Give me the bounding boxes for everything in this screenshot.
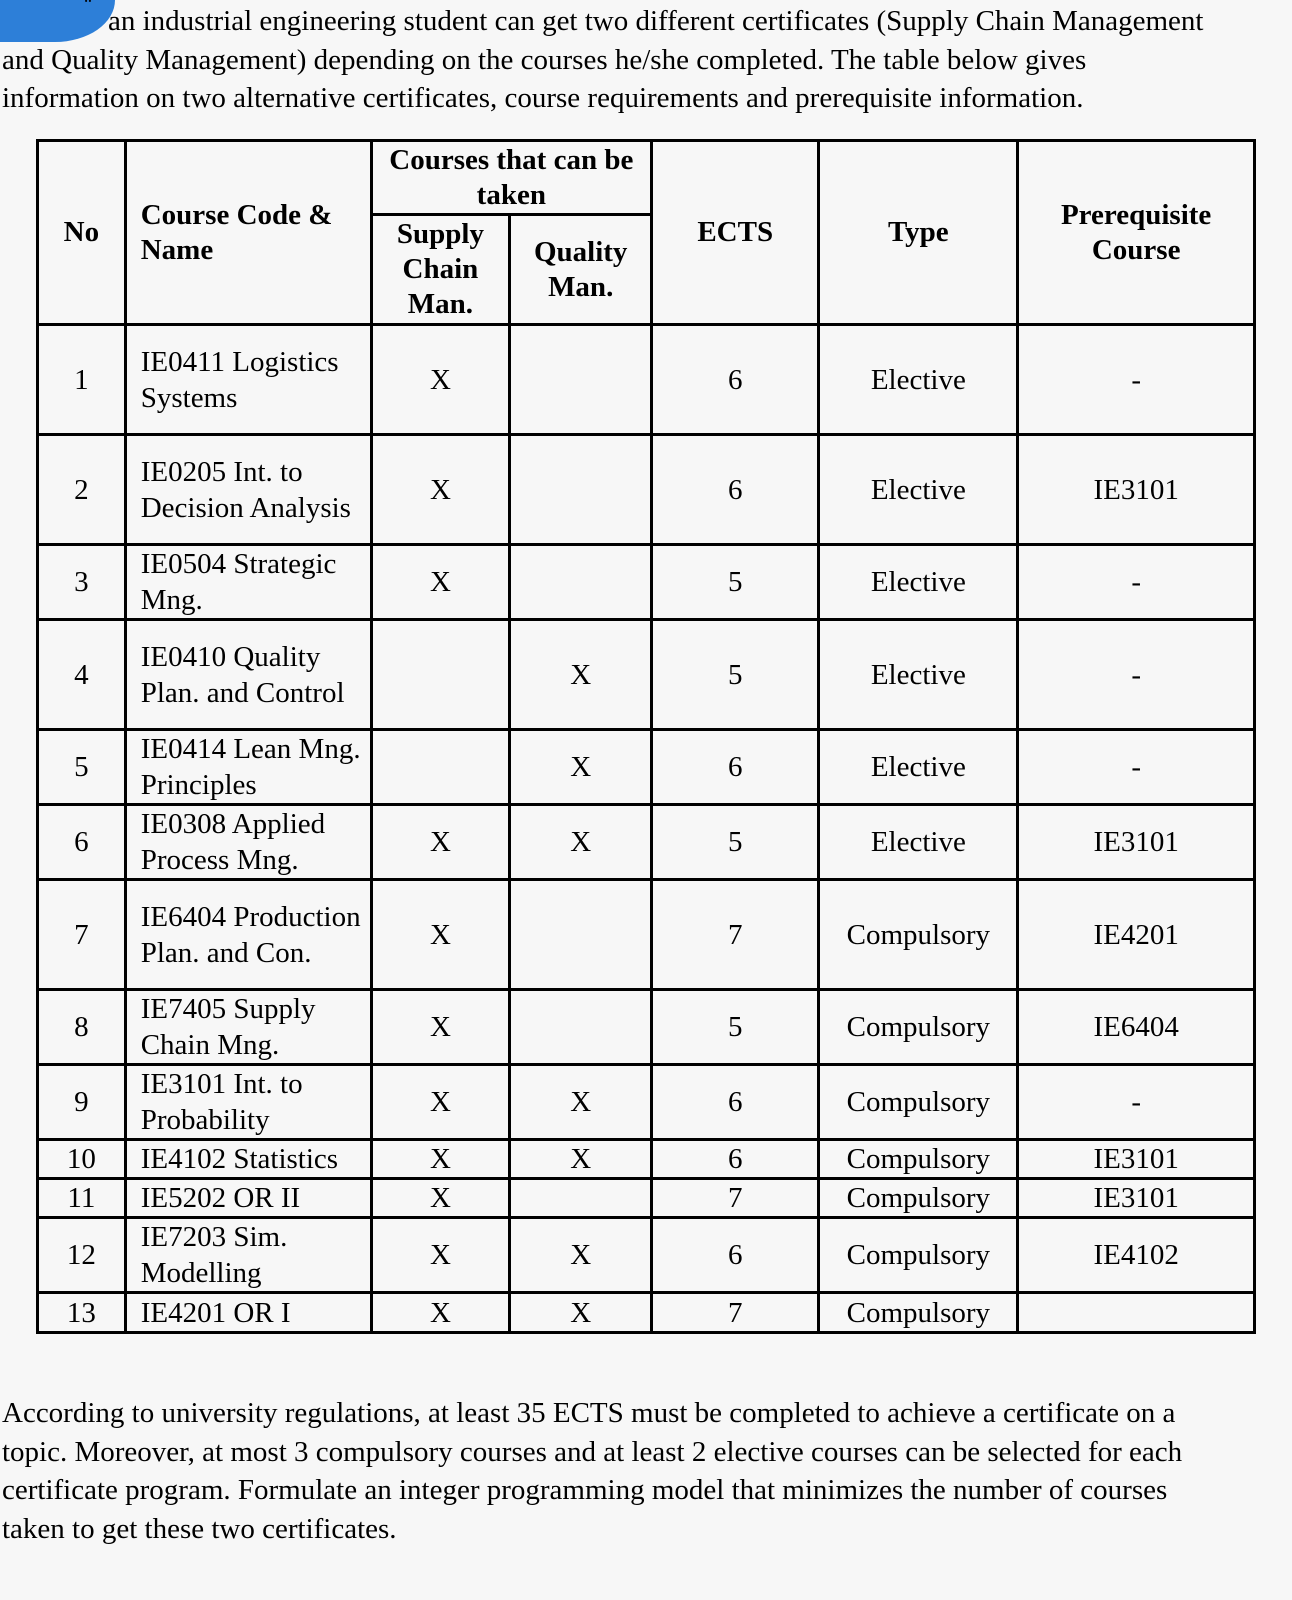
course-type: Elective xyxy=(819,730,1018,805)
ects-value: 6 xyxy=(652,1218,819,1293)
course-name: IE7203 Sim. Modelling xyxy=(125,1218,371,1293)
prereq-value: - xyxy=(1018,1065,1255,1140)
course-name: IE0410 Quality Plan. and Control xyxy=(125,620,371,730)
prereq-value: - xyxy=(1018,730,1255,805)
header-quality: Quality Man. xyxy=(510,215,652,325)
prereq-value: IE3101 xyxy=(1018,805,1255,880)
table-row xyxy=(38,1179,1255,1218)
prereq-value: - xyxy=(1018,325,1255,435)
row-no: 6 xyxy=(38,805,126,880)
course-name: IE4102 Statistics xyxy=(125,1140,371,1179)
prereq-value xyxy=(1018,1293,1255,1333)
table-row xyxy=(38,1293,1255,1333)
table-row xyxy=(38,1065,1255,1140)
supply-mark: X xyxy=(371,545,510,620)
course-type: Elective xyxy=(819,620,1018,730)
header-no: No xyxy=(38,141,126,325)
ects-value: 6 xyxy=(652,435,819,545)
header-ects: ECTS xyxy=(652,141,819,325)
course-table xyxy=(36,139,1256,1334)
row-no: 10 xyxy=(38,1140,126,1179)
intro-line: and Quality Management) depending on the courses he/she completed. The table below gives xyxy=(2,43,1087,76)
course-name: IE0205 Int. to Decision Analysis xyxy=(125,435,371,545)
quality-mark xyxy=(510,435,652,545)
row-no: 13 xyxy=(38,1293,126,1333)
ects-value: 5 xyxy=(652,545,819,620)
intro-line: an industrial engineering student can get two different certificates (Supply Chain Management xyxy=(108,5,1204,37)
course-name: IE7405 Supply Chain Mng. xyxy=(125,990,371,1065)
prereq-value: IE4201 xyxy=(1018,880,1255,990)
supply-mark: X xyxy=(371,1179,510,1218)
table-row xyxy=(38,435,1255,545)
ects-value: 6 xyxy=(652,1065,819,1140)
course-name: IE4201 OR I xyxy=(125,1293,371,1333)
course-type: Elective xyxy=(819,805,1018,880)
course-name: IE3101 Int. to Probability xyxy=(125,1065,371,1140)
header-type: Type xyxy=(819,141,1018,325)
course-type: Elective xyxy=(819,545,1018,620)
ects-value: 7 xyxy=(652,1293,819,1333)
ects-value: 5 xyxy=(652,805,819,880)
course-name: IE5202 OR II xyxy=(125,1179,371,1218)
quality-mark xyxy=(510,990,652,1065)
supply-mark: X xyxy=(371,1065,510,1140)
quality-mark: X xyxy=(510,620,652,730)
supply-mark: X xyxy=(371,805,510,880)
outro-line: certificate program. Formulate an integer programming model that minimizes the number of courses xyxy=(2,1474,1168,1506)
prereq-value: IE4102 xyxy=(1018,1218,1255,1293)
ects-value: 7 xyxy=(652,880,819,990)
quality-mark: X xyxy=(510,805,652,880)
supply-mark xyxy=(371,620,510,730)
table-row xyxy=(38,545,1255,620)
course-name: IE0414 Lean Mng. Principles xyxy=(125,730,371,805)
supply-mark: X xyxy=(371,1218,510,1293)
row-no: 4 xyxy=(38,620,126,730)
course-name: IE6404 Production Plan. and Con. xyxy=(125,880,371,990)
ects-value: 6 xyxy=(652,325,819,435)
course-name: IE0411 Logistics Systems xyxy=(125,325,371,435)
row-no: 8 xyxy=(38,990,126,1065)
quality-mark xyxy=(510,325,652,435)
prereq-value: - xyxy=(1018,545,1255,620)
course-type: Compulsory xyxy=(819,880,1018,990)
table-row xyxy=(38,1218,1255,1293)
course-type: Compulsory xyxy=(819,1140,1018,1179)
supply-mark: X xyxy=(371,325,510,435)
header-prereq: Prerequisite Course xyxy=(1018,141,1255,325)
supply-mark: X xyxy=(371,880,510,990)
prereq-value: - xyxy=(1018,620,1255,730)
intro-paragraph xyxy=(2,2,1288,118)
course-type: Elective xyxy=(819,435,1018,545)
ects-value: 7 xyxy=(652,1179,819,1218)
prereq-value: IE3101 xyxy=(1018,435,1255,545)
course-type: Compulsory xyxy=(819,1065,1018,1140)
table-row xyxy=(38,805,1255,880)
table-row xyxy=(38,880,1255,990)
header-supply: Supply Chain Man. xyxy=(371,215,510,325)
ects-value: 6 xyxy=(652,730,819,805)
table-row xyxy=(38,1140,1255,1179)
quality-mark xyxy=(510,1179,652,1218)
quality-mark: X xyxy=(510,730,652,805)
quality-mark: X xyxy=(510,1065,652,1140)
outro-line: taken to get these two certificates. xyxy=(2,1512,397,1545)
header-courses-group: Courses that can be taken xyxy=(371,141,652,215)
row-no: 12 xyxy=(38,1218,126,1293)
row-no: 11 xyxy=(38,1179,126,1218)
quality-mark xyxy=(510,545,652,620)
row-no: 9 xyxy=(38,1065,126,1140)
prereq-value: IE6404 xyxy=(1018,990,1255,1065)
supply-mark: X xyxy=(371,435,510,545)
table-row xyxy=(38,990,1255,1065)
course-type: Compulsory xyxy=(819,1218,1018,1293)
intro-line: information on two alternative certificates, course requirements and prerequisite information. xyxy=(2,82,1084,114)
row-no: 3 xyxy=(38,545,126,620)
supply-mark xyxy=(371,730,510,805)
prereq-value: IE3101 xyxy=(1018,1140,1255,1179)
ects-value: 6 xyxy=(652,1140,819,1179)
ects-value: 5 xyxy=(652,620,819,730)
row-no: 1 xyxy=(38,325,126,435)
quality-mark: X xyxy=(510,1293,652,1333)
table-row xyxy=(38,620,1255,730)
row-no: 2 xyxy=(38,435,126,545)
outro-paragraph xyxy=(2,1394,1288,1548)
course-type: Compulsory xyxy=(819,1293,1018,1333)
quality-mark: X xyxy=(510,1140,652,1179)
prereq-value: IE3101 xyxy=(1018,1179,1255,1218)
header-course: Course Code & Name xyxy=(125,141,371,325)
row-no: 5 xyxy=(38,730,126,805)
quality-mark: X xyxy=(510,1218,652,1293)
outro-line: According to university regulations, at least 35 ECTS must be completed to achieve a certificate on a xyxy=(2,1397,1176,1429)
ects-value: 5 xyxy=(652,990,819,1065)
course-type: Elective xyxy=(819,325,1018,435)
table-row xyxy=(38,325,1255,435)
supply-mark: X xyxy=(371,1293,510,1333)
course-name: IE0308 Applied Process Mng. xyxy=(125,805,371,880)
outro-line: topic. Moreover, at most 3 compulsory courses and at least 2 elective courses can be selected for each xyxy=(2,1435,1183,1468)
supply-mark: X xyxy=(371,1140,510,1179)
supply-mark: X xyxy=(371,990,510,1065)
course-type: Compulsory xyxy=(819,990,1018,1065)
row-no: 7 xyxy=(38,880,126,990)
course-name: IE0504 Strategic Mng. xyxy=(125,545,371,620)
table-row xyxy=(38,730,1255,805)
course-type: Compulsory xyxy=(819,1179,1018,1218)
quality-mark xyxy=(510,880,652,990)
